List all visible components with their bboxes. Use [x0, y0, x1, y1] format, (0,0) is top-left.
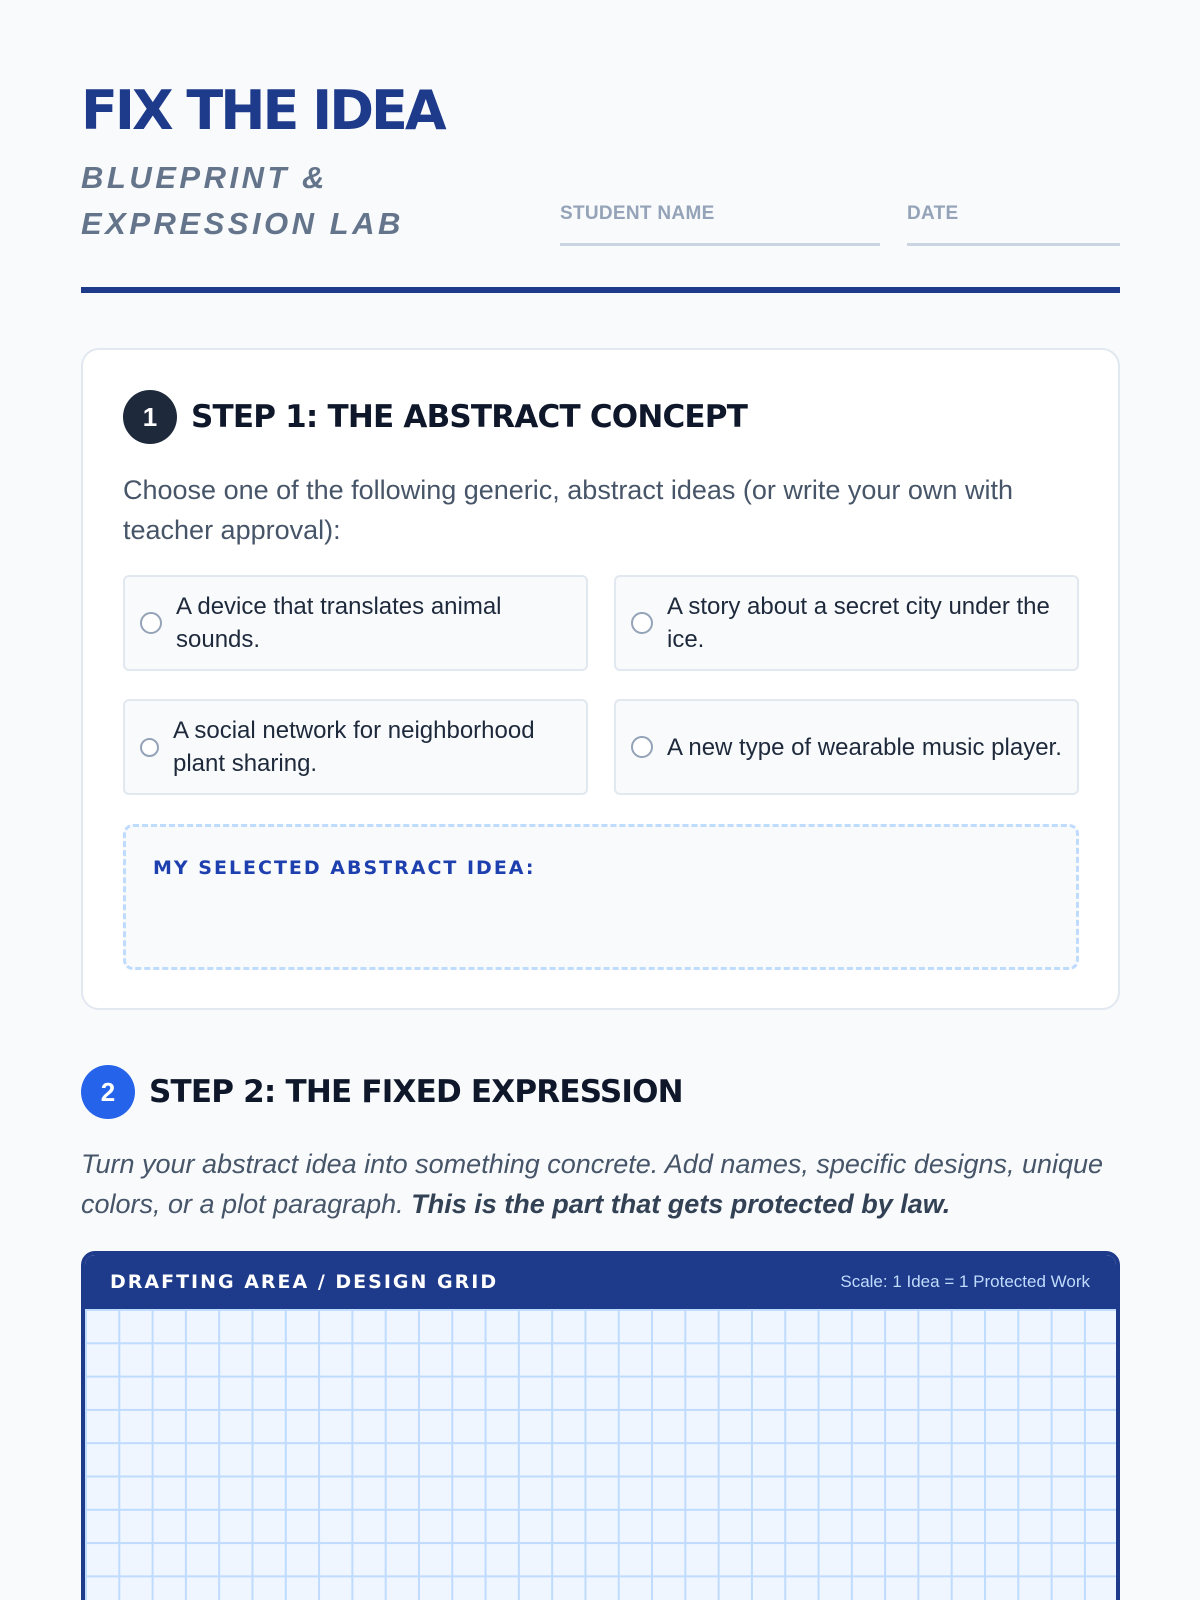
option-label: A device that translates animal sounds. [176, 593, 502, 653]
radio-button[interactable] [631, 736, 653, 758]
radio-button[interactable] [140, 738, 159, 757]
drafting-area-title: DRAFTING AREA / DESIGN GRID [110, 1271, 499, 1293]
drafting-area [81, 1251, 1120, 1600]
idea-option-music-player[interactable] [614, 699, 1079, 795]
header-divider [81, 287, 1120, 293]
option-label: A new type of wearable music player. [667, 733, 1062, 761]
worksheet-header [81, 0, 1120, 294]
step1-intro: Choose one of the following generic, abstract ideas (or write your own with teacher approval): [123, 475, 1013, 545]
student-name-field[interactable] [560, 203, 880, 225]
step2-intro-text: Turn your abstract idea into something concrete. Add names, specific designs, unique colors, or a plot paragraph. [81, 1149, 1104, 1219]
step2-intro [81, 1144, 1120, 1224]
student-name-label: STUDENT NAME [560, 203, 715, 224]
idea-option-plant-network[interactable] [123, 699, 588, 795]
drafting-scale-note: Scale: 1 Idea = 1 Protected Work [840, 1272, 1090, 1291]
design-grid[interactable] [85, 1309, 1116, 1600]
option-label: A social network for neighborhood plant sharing. [173, 717, 535, 777]
drafting-area-header [85, 1255, 1116, 1309]
step2-title: STEP 2: THE FIXED EXPRESSION [149, 1074, 683, 1110]
page-subtitle: BLUEPRINT & EXPRESSION LAB [81, 160, 404, 241]
step2-intro-emphasis: This is the part that gets protected by law. [411, 1189, 951, 1219]
student-name-line [560, 243, 880, 246]
step2-number-badge: 2 [81, 1065, 135, 1119]
worksheet-page [81, 0, 1120, 1293]
radio-button[interactable] [140, 612, 162, 634]
page-title: FIX THE IDEA [81, 79, 444, 142]
date-field[interactable] [907, 203, 1120, 225]
step1-title: STEP 1: THE ABSTRACT CONCEPT [191, 399, 748, 435]
date-line [907, 243, 1120, 246]
step1-number-badge: 1 [123, 390, 177, 444]
step1-card [81, 348, 1120, 1010]
radio-button[interactable] [631, 612, 653, 634]
idea-option-animal-translator[interactable] [123, 575, 588, 671]
date-label: DATE [907, 203, 959, 224]
idea-option-secret-city[interactable] [614, 575, 1079, 671]
option-label: A story about a secret city under the ice. [667, 593, 1050, 653]
step2-heading [81, 1065, 683, 1119]
selected-idea-label: MY SELECTED ABSTRACT IDEA: [153, 857, 536, 879]
selected-idea-input[interactable] [123, 824, 1079, 970]
step1-heading [123, 390, 747, 444]
